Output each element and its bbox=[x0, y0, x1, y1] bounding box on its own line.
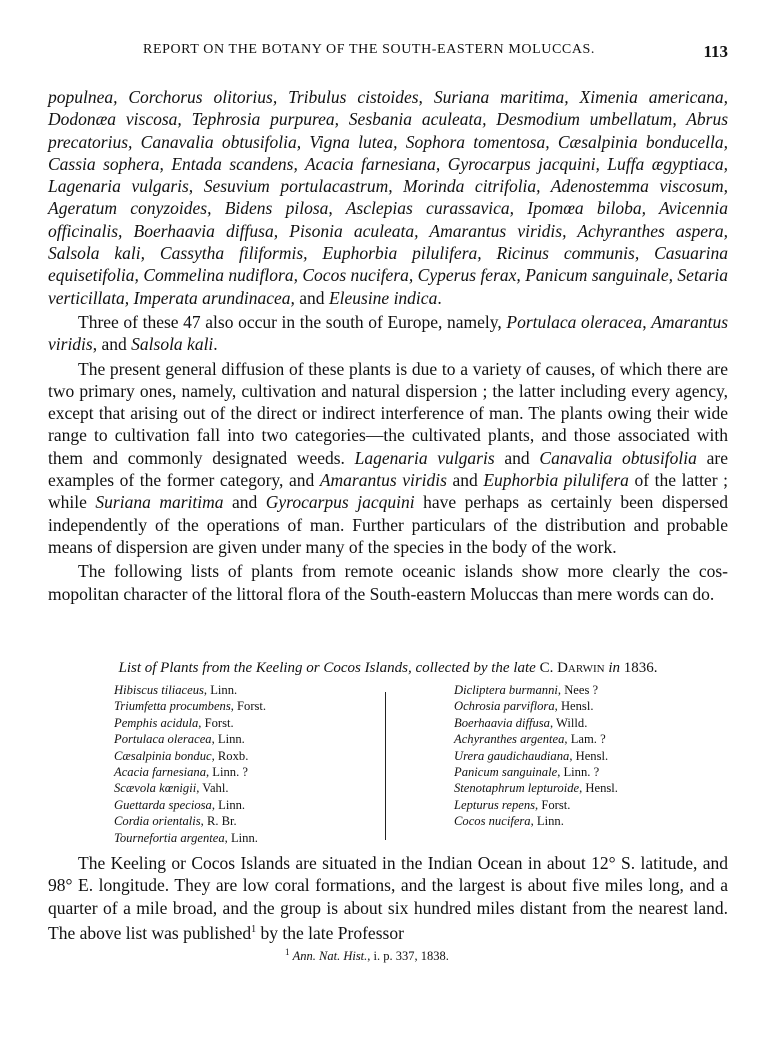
footnote-source: Ann. Nat. Hist. bbox=[292, 949, 368, 964]
species-list-connector: and bbox=[294, 287, 329, 308]
diffusion-species-4: Euphorbia pilulifera bbox=[483, 470, 629, 491]
list-item-species: Boerhaavia diffusa bbox=[454, 715, 550, 730]
paragraph-lists-intro: The following lists of plants from remote oceanic islands show more clearly the cosmopolitan character of the littoral flora of the South-eastern Moluccas than mere words can do. bbox=[48, 561, 728, 604]
list-item-authority: , Nees ? bbox=[557, 683, 599, 697]
list-item-authority: , Linn. bbox=[211, 732, 245, 747]
list-item-authority: , Willd. bbox=[549, 715, 588, 730]
list-item bbox=[454, 797, 724, 813]
footnote-rest: , i. p. 337, 1838. bbox=[367, 949, 449, 964]
europe-sep-1: , bbox=[642, 311, 652, 332]
list-title-text: List of Plants from the Keeling or Cocos Islands, collected by the late bbox=[118, 660, 536, 676]
diffusion-text-2: and bbox=[494, 447, 540, 468]
list-item bbox=[114, 780, 384, 796]
list-item-authority: , Vahl. bbox=[196, 781, 229, 796]
list-item bbox=[114, 715, 384, 731]
list-item-authority: , Forst. bbox=[230, 699, 267, 714]
cocos-plant-list bbox=[48, 658, 728, 852]
list-item bbox=[454, 764, 724, 780]
europe-end: . bbox=[213, 334, 218, 355]
diffusion-text-1: The present general diffusion of these plants is due to a variety of causes, of which there are two primary ones, namely, cultivation and natural dispersion ; the latter including every agency, except that arising out of the direct or indirect interference of man. The plants owing their wide range to cultivation fall into two categories—the cultivated plants, and those associated with them and commonly designated weeds. bbox=[48, 358, 728, 468]
diffusion-text-5: of the latter ; while bbox=[48, 470, 728, 513]
list-item bbox=[454, 731, 724, 747]
footnote bbox=[285, 947, 449, 964]
list-item bbox=[114, 830, 384, 846]
list-item-authority: , Hensl. bbox=[554, 699, 594, 714]
list-item-species: Scævola kœnigii bbox=[114, 781, 197, 796]
list-column-left bbox=[114, 682, 384, 846]
europe-sep-2: , and bbox=[92, 334, 132, 355]
list-item-species: Ochrosia parviflora bbox=[454, 699, 555, 714]
footnote-reference[interactable]: 1 bbox=[251, 924, 257, 936]
list-item-species: Guettarda speciosa bbox=[114, 797, 212, 812]
list-item-species: Tournefortia argentea bbox=[114, 830, 225, 845]
list-item-authority: , Hensl. bbox=[569, 748, 609, 763]
list-item bbox=[114, 698, 384, 714]
europe-species-2: Amarantus viridis bbox=[48, 311, 729, 355]
europe-text: Three of these 47 also occur in the south of Europe, namely, bbox=[78, 311, 507, 332]
closing-text: The Keeling or Cocos Islands are situated in the Indian Ocean in about 12° S. latitude, and 98° E. longitude. They are low coral formations, and the largest is about five miles long, and a quarter of a mile broad, and the group is about six hundred miles distant from the nearest land. The above list was published bbox=[48, 853, 728, 944]
list-item bbox=[454, 780, 724, 796]
list-item bbox=[114, 797, 384, 813]
page-number: 113 bbox=[703, 42, 728, 61]
list-item bbox=[454, 682, 724, 698]
list-item-species: Stenotaphrum lepturoide bbox=[454, 781, 580, 796]
list-item-species: Acacia farnesiana bbox=[114, 765, 206, 780]
list-item-species: Triumfetta procumbens bbox=[114, 699, 231, 714]
diffusion-text-6: and bbox=[223, 492, 266, 513]
list-item-authority: , Lam. ? bbox=[564, 732, 606, 747]
list-item-authority: , R. Br. bbox=[200, 814, 237, 829]
list-item-authority: , Linn. ? bbox=[206, 765, 248, 780]
list-item-species: Cæsalpinia bonduc bbox=[114, 748, 212, 763]
list-item-species: Cordia orientalis bbox=[114, 814, 201, 829]
list-item-authority: , Hensl. bbox=[579, 781, 618, 796]
list-column-right bbox=[454, 682, 724, 830]
list-item bbox=[454, 748, 724, 764]
europe-species-1: Portulaca oleracea bbox=[506, 311, 643, 332]
list-item-species: Panicum sanguinale bbox=[454, 765, 558, 780]
paragraph-europe bbox=[48, 311, 728, 356]
paragraph-diffusion bbox=[48, 358, 728, 559]
diffusion-species-1: Lagenaria vulgaris bbox=[354, 447, 495, 468]
list-item-species: Achyranthes argentea bbox=[454, 732, 565, 747]
list-item bbox=[114, 731, 384, 747]
list-item bbox=[454, 715, 724, 731]
list-item-authority: , Linn. bbox=[203, 683, 238, 697]
column-divider bbox=[385, 692, 386, 840]
closing-paragraph bbox=[48, 852, 728, 944]
europe-species-3: Salsola kali bbox=[131, 334, 214, 355]
list-item bbox=[454, 698, 724, 714]
diffusion-text-7: have perhaps as certainly been dispersed independently of the operations of man. Further particulars of the distribution and probable means of dispersion are given under many of the species in the body of the work. bbox=[48, 492, 728, 557]
species-list-paragraph bbox=[48, 86, 728, 309]
list-columns bbox=[48, 682, 728, 852]
species-list-end: . bbox=[437, 287, 442, 308]
footnote-mark: 1 bbox=[285, 947, 290, 957]
closing-tail: by the late Professor bbox=[256, 923, 404, 944]
list-title bbox=[48, 658, 728, 678]
list-title-year: 1836. bbox=[623, 660, 658, 676]
list-item-authority: , Forst. bbox=[198, 715, 234, 730]
list-item bbox=[114, 764, 384, 780]
list-title-in: in bbox=[608, 660, 620, 676]
body-text bbox=[48, 86, 728, 605]
list-item-species: Urera gaudichaudiana bbox=[454, 748, 570, 763]
list-title-collector: C. Darwin bbox=[539, 660, 605, 676]
diffusion-species-2: Canavalia obtusifolia bbox=[539, 447, 697, 468]
running-head: REPORT ON THE BOTANY OF THE SOUTH-EASTERN MOLUCCAS. bbox=[143, 42, 596, 57]
list-item-authority: , Linn. bbox=[530, 814, 564, 829]
diffusion-species-3: Amarantus viridis bbox=[319, 470, 447, 491]
list-item-authority: , Linn. bbox=[211, 797, 246, 812]
diffusion-text-4: and bbox=[446, 470, 484, 491]
list-item-authority: , Linn. ? bbox=[557, 765, 600, 780]
list-item bbox=[114, 748, 384, 764]
list-item-species: Cocos nucifera bbox=[454, 814, 531, 829]
diffusion-species-6: Gyrocarpus jacquini bbox=[265, 492, 415, 513]
list-item-authority: , Linn. bbox=[224, 830, 258, 845]
diffusion-species-5: Suriana maritima bbox=[95, 492, 224, 513]
list-item-species: Portulaca oleracea bbox=[114, 732, 212, 747]
list-item-species: Dicliptera burmanni bbox=[454, 683, 558, 697]
page-header bbox=[48, 42, 728, 66]
species-list-text: populnea, Corchorus olitorius, Tribulus cistoides, Suriana maritima, Ximenia americana, Dodonæa viscosa, Tephrosia purpurea, Sesbania aculeata, Desmodium umbellatum, Abrus precatorius, Canavalia obtusifolia, Vigna lutea, Sophora tomentosa, Cæsalpinia bonducella, Cassia sophera, Entada scandens, Acacia farnesiana, Gyrocarpus jacquini, Luffa ægyptiaca, Lagenaria vulgaris, Sesuvium portulacastrum, Morinda citrifolia, Adenostemma viscosum, Ageratum conyzoides, Bidens pilosa, Asclepias curassavica, Ipomœa biloba, Avicennia officinalis, Boerhaavia diffusa, Pisonia aculeata, Amarantus viridis, Achyranthes aspera, Salsola kali, Cassytha filiformis, Euphorbia pilulifera, Ricinus communis, Casuarina equisetifolia, Commelina nudiflora, Cocos nucifera, Cyperus ferax, Panicum sanguinale, Setaria verticillata, Imperata arundinacea, bbox=[48, 87, 728, 308]
list-item-authority: , Forst. bbox=[535, 797, 571, 812]
list-item-authority: , Roxb. bbox=[211, 748, 249, 763]
list-item bbox=[114, 682, 384, 698]
list-item bbox=[454, 813, 724, 829]
list-item-species: Pemphis acidula bbox=[114, 715, 199, 730]
species-list-last: Eleusine indica bbox=[328, 287, 438, 308]
diffusion-text-3: are examples of the former category, and bbox=[48, 447, 728, 491]
list-item-species: Hibiscus tiliaceus bbox=[114, 683, 204, 697]
list-item bbox=[114, 813, 384, 829]
list-item-species: Lepturus repens bbox=[454, 797, 536, 812]
